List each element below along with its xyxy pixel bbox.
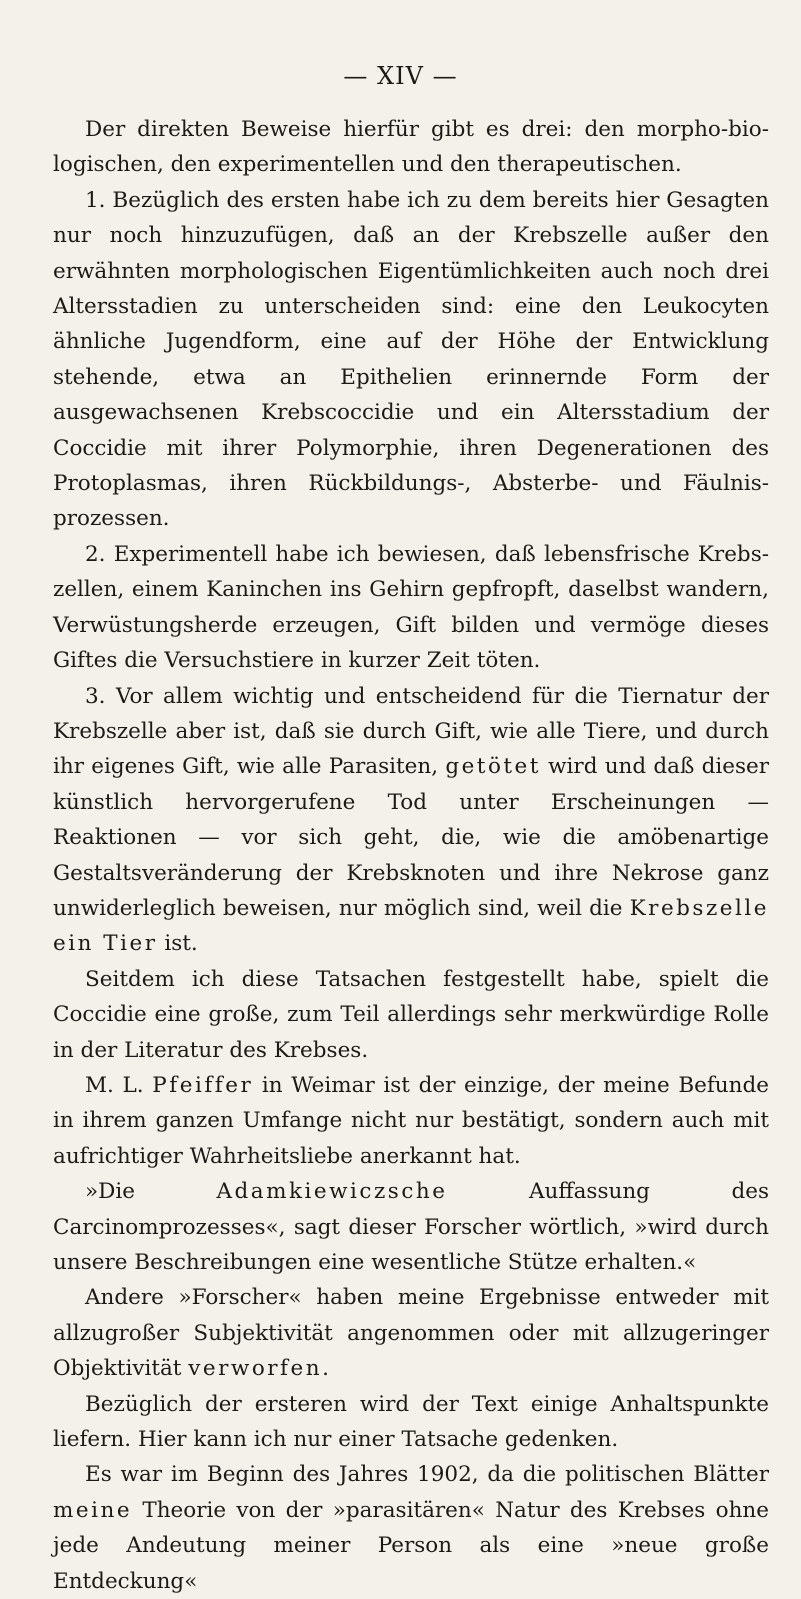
emphasis-pfeiffer: Pfeiffer [152, 1072, 254, 1098]
paragraph-2: 2. Experimentell habe ich bewiesen, daß lebensfrische Krebszellen, einem Kaninchen ins Gehirn gepfropft, daselbst wandern, Verwüstungsherde erzeugen, Gift bilden und vermöge dieses Giftes die Versuchstiere in kurzer Zeit töten. [53, 541, 769, 674]
paragraph-5: M. L. Pfeiffer in Weimar ist der einzige, der meine Befunde in ihrem ganzen Umfange nicht nur bestätigt, sondern auch mit aufrichtiger Wahrheitsliebe anerkannt hat. [53, 1072, 769, 1169]
paragraph-1: 1. Bezüglich des ersten habe ich zu dem bereits hier Gesagten nur noch hinzuzufügen, daß an der Krebszelle außer den erwähnten morphologischen Eigentümlichkeiten auch noch drei Altersstadien zu unterscheiden sind: eine den Leukocyten ähnliche Jugendform, eine auf der Höhe der Entwicklung stehende, etwa an Epithelien erinnernde Form der ausgewachsenen Krebscoccidie und ein Altersstadium der Coccidie mit ihrer Polymorphie, ihren Degenerationen des Protoplasmas, ihren Rückbildungs-, Absterbe- und Fäulnisprozessen. [53, 187, 769, 532]
paragraph-3: 3. Vor allem wichtig und entscheidend für die Tiernatur der Krebszelle aber ist, daß sie durch Gift, wie alle Tiere, und durch ihr eigenes Gift, wie alle Parasiten, getötet wird und daß dieser künstlich hervorgerufene Tod unter Erscheinungen — Reaktionen — vor sich geht, die, wie die amöbenartige Gestaltsveränderung der Krebsknoten und ihre Nekrose ganz unwiderleglich beweisen, nur möglich sind, weil die Krebszelle ein Tier ist. [53, 683, 769, 957]
paragraph-intro: Der direkten Beweise hierfür gibt es drei: den morpho-biologischen, den experimentellen und den therapeutischen. [53, 117, 769, 178]
page-number: — XIV — [343, 62, 458, 90]
emphasis-meine: meine [53, 1497, 133, 1523]
paragraph-6: »Die Adamkiewiczsche Auffassung des Carcinomprozesses«, sagt dieser Forscher wörtlich, »wird durch unsere Beschreibungen eine wesentliche Stütze erhalten.« [53, 1179, 769, 1275]
emphasis-verworfen: verworfen [188, 1356, 323, 1382]
paragraph-7: Andere »Forscher« haben meine Ergebnisse entweder mit allzugroßer Subjektivität angenommen oder mit allzugeringer Objektivität verworfen. [53, 1285, 769, 1382]
body-text [53, 112, 769, 1599]
emphasis-adamkiewiczsche: Adamkiewiczsche [216, 1179, 448, 1205]
paragraph-8: Bezüglich der ersteren wird der Text einige Anhaltspunkte liefern. Hier kann ich nur einer Tatsache gedenken. [53, 1391, 769, 1453]
emphasis-krebszelle-tier: Krebszelle ein Tier [53, 895, 769, 957]
paragraph-4: Seitdem ich diese Tatsachen festgestellt habe, spielt die Coccidie eine große, zum Teil allerdings sehr merkwürdige Rolle in der Literatur des Krebses. [53, 966, 769, 1063]
emphasis-getoetet: getötet [445, 754, 541, 780]
paragraph-9: Es war im Beginn des Jahres 1902, da die politischen Blätter meine Theorie von der »parasitären« Natur des Krebses ohne jede Andeutung meiner Person als eine »neue große Entdeckung« [53, 1462, 769, 1594]
